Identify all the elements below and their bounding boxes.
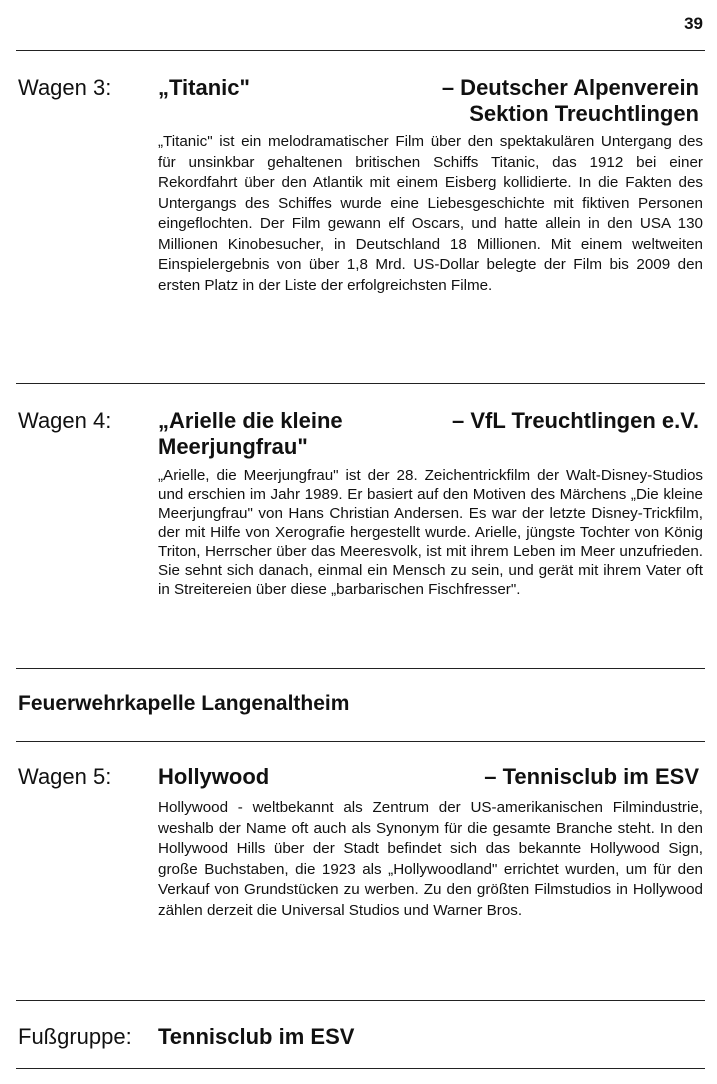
entry-title: „Titanic" [158,75,250,100]
entry-title [158,408,418,460]
entry-sponsor [399,75,699,127]
entry-label: Wagen 4: [18,408,112,433]
entry-sponsor: – Tennisclub im ESV [484,764,699,789]
divider [16,383,705,384]
entry-sponsor: – VfL Treuchtlingen e.V. [452,408,699,433]
entry-title: Tennisclub im ESV [158,1024,355,1049]
band-heading: Feuerwehrkapelle Langenaltheim [18,692,350,715]
divider [16,668,705,669]
page-number: 39 [684,14,703,33]
entry-description: „Arielle, die Meerjungfrau" ist der 28. Zeichentrickfilm der Walt-Disney-Studios und erschien im Jahr 1989. Er basiert auf den Motiven des Märchens „Die kleine Meerjungfrau" von Hans Christian Andersen. Es war der letzte Disney-Trickfilm, der mit Hilfe von Xerografie hergestellt wurde. Arielle, jüngste Tochter von König Triton, Herrscher über das Meeresvolk, ist mit ihrem Leben im Meer unzufrieden. Sie sehnt sich danach, einmal ein Mensch zu sein, und gerät mit ihrem Vater oft in Streitereien über diese „barbarischen Fischfresser". [158,467,703,598]
entry-fussgruppe-header [18,1024,705,1050]
entry-wagen-5-header [18,764,705,790]
divider-top [16,50,705,51]
entry-title: Hollywood [158,764,270,789]
title-line-2: Meerjungfrau" [158,434,308,459]
entry-wagen-4-header [18,408,705,460]
sponsor-line-2: Sektion Treuchtlingen [469,101,699,126]
title-line-1: „Arielle die kleine [158,408,343,433]
entry-label: Fußgruppe: [18,1024,132,1049]
entry-label: Wagen 5: [18,764,112,789]
entry-description: Hollywood - weltbekannt als Zentrum der US-amerikanischen Filmindustrie, weshalb der Name oft auch als Synonym für die gesamte Branche steht. In den Hollywood Hills über der Stadt befindet sich das bekannte Hollywood Sign, große Buchstaben, die 1923 als „Hollywoodland" errichtet wurden, um für den Verkauf von Grundstücken zu werben. Zu den größten Filmstudios in Hollywood zählen derzeit die Universal Studios und Warner Bros. [158,799,703,919]
sponsor-line-1: – Deutscher Alpenverein [441,75,699,100]
entry-wagen-3-header [18,75,705,127]
entry-label: Wagen 3: [18,75,112,100]
entry-description: „Titanic" ist ein melodramatischer Film über den spektakulären Untergang des für unsinkbar gehaltenen britischen Schiffs Titanic, das 1912 bei einer Rekordfahrt über den Atlantik mit einem Eisberg kollidierte. In die Fakten des Untergangs des Schiffes wurde eine Liebesgeschichte mit fiktiven Personen eingeflochten. Der Film gewann elf Oscars, und hatte allein in den USA 130 Millionen Kinobesucher, in Deutschland 18 Millionen. Mit einem weltweiten Einspielergebnis von über 1,8 Mrd. US-Dollar belegte der Film bis 2009 den ersten Platz in der Liste der erfolgreichsten Filme. [158,133,703,294]
divider [16,741,705,742]
divider [16,1000,705,1001]
divider-bottom [16,1068,705,1069]
